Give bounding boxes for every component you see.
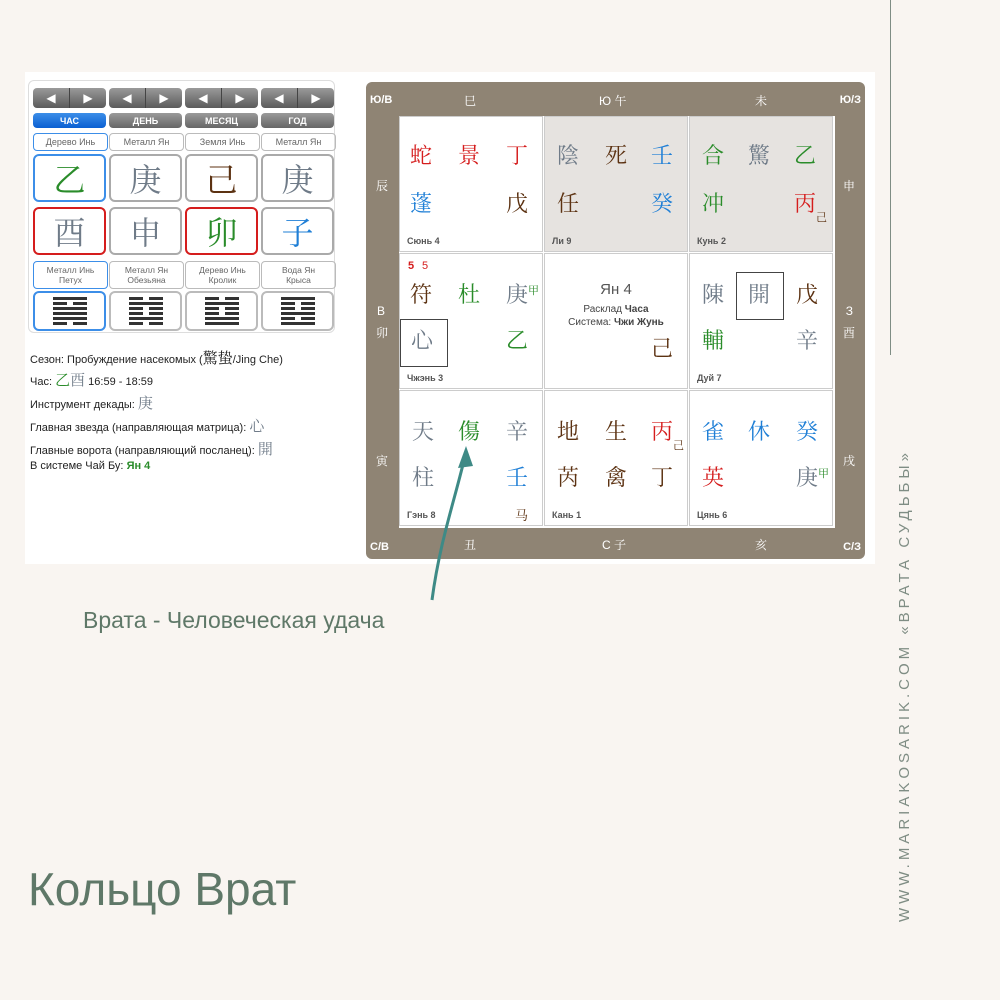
next-icon[interactable]: ▶ — [221, 88, 258, 108]
element-label: Земля Инь — [185, 133, 260, 151]
palace-dui7[interactable]: 陳 開 戊 輔 辛 Дуй 7 — [689, 253, 833, 389]
branch-day: 申 — [109, 207, 182, 255]
palace-center[interactable]: Ян 4 Расклад Часа Система: Чжи Жунь 己 — [544, 253, 688, 389]
rim-right-mid1: З — [845, 304, 853, 318]
rim-nw: Ю/В — [370, 94, 393, 106]
branch-element: Металл Инь Петух — [33, 261, 108, 289]
stem-hour: 乙 — [33, 154, 106, 202]
prev-icon[interactable]: ◀ — [122, 91, 132, 105]
palace-kun2[interactable]: 合 驚 乙 冲 丙 己 Кунь 2 — [689, 116, 833, 252]
hour-line: Час: 乙酉 16:59 - 18:59 — [30, 372, 154, 389]
rim-top-mid: Ю 午 — [599, 94, 627, 108]
rim-left-top: 辰 — [376, 179, 389, 193]
palace-xun4[interactable]: 蛇 景 丁 蓬 戊 Сюнь 4 — [399, 116, 543, 252]
prev-icon[interactable]: ◀ — [274, 91, 284, 105]
rim-right-mid2: 酉 — [842, 326, 855, 340]
rim-right-bot: 戌 — [842, 454, 855, 468]
palace-zhen3[interactable]: 5 5 符 杜 庚 甲 心 乙 Чжэнь 3 — [399, 253, 543, 389]
tab-year[interactable]: ГОД — [261, 113, 334, 128]
element-label: Дерево Инь — [33, 133, 108, 151]
rim-top-right: 未 — [755, 94, 768, 108]
element-label: Металл Ян — [109, 133, 184, 151]
palace-kan1[interactable]: 地 生 丙 己 芮 禽 丁 Кань 1 — [544, 390, 688, 526]
decade-line: Инструмент декады: 庚 — [30, 395, 153, 412]
rim-ne: Ю/З — [839, 94, 861, 106]
gate-line: Главные ворота (направляющий посланец): 開 — [30, 441, 273, 458]
rim-bot-left: 丑 — [464, 538, 477, 552]
branch-month: 卯 — [185, 207, 258, 255]
next-icon[interactable]: ▶ — [145, 88, 182, 108]
branch-year: 子 — [261, 207, 334, 255]
side-caption: WWW.MARIAKOSARIK.COM «ВРАТА СУДЬБЫ» — [896, 448, 913, 922]
palace-li9[interactable]: 陰 死 壬 任 癸 Ли 9 — [544, 116, 688, 252]
annotation-label: Врата - Человеческая удача — [83, 607, 385, 633]
tab-hour[interactable]: ЧАС — [33, 113, 106, 128]
page-title: Кольцо Врат — [28, 863, 297, 915]
prev-icon[interactable]: ◀ — [198, 91, 208, 105]
star-line: Главная звезда (направляющая матрица): 心 — [30, 418, 265, 435]
stem-month: 己 — [185, 154, 258, 202]
stem-day: 庚 — [109, 154, 182, 202]
palace-gen8[interactable]: 天 傷 辛 柱 壬 马 Гэнь 8 — [399, 390, 543, 526]
branch-hour: 酉 — [33, 207, 106, 255]
branch-element: Дерево Инь Кролик — [185, 261, 260, 289]
stem-year: 庚 — [261, 154, 334, 202]
branch-element: Вода Ян Крыса — [261, 261, 336, 289]
system-line: В системе Чай Бу: Ян 4 — [30, 460, 151, 472]
prev-icon[interactable]: ◀ — [46, 91, 56, 105]
rim-top-left: 巳 — [464, 94, 477, 108]
rim-left-mid2: 卯 — [376, 326, 389, 340]
palace-qian6[interactable]: 雀 休 癸 英 庚 甲 Цянь 6 — [689, 390, 833, 526]
tab-month[interactable]: МЕСЯЦ — [185, 113, 258, 128]
tab-day[interactable]: ДЕНЬ — [109, 113, 182, 128]
rim-bot-right: 亥 — [755, 538, 768, 552]
rim-sw: С/В — [370, 541, 389, 553]
element-label: Металл Ян — [261, 133, 336, 151]
rim-bot-mid: С 子 — [602, 538, 627, 552]
rim-left-bot: 寅 — [376, 454, 389, 468]
season-line: Сезон: Пробуждение насекомых (驚蛰/Jing Che) — [30, 350, 283, 367]
next-icon[interactable]: ▶ — [69, 88, 106, 108]
next-icon[interactable]: ▶ — [297, 88, 334, 108]
branch-element: Металл Ян Обезьяна — [109, 261, 184, 289]
rim-se: С/З — [843, 541, 861, 553]
rim-right-top: 申 — [842, 179, 855, 193]
rim-left-mid1: В — [377, 304, 386, 318]
